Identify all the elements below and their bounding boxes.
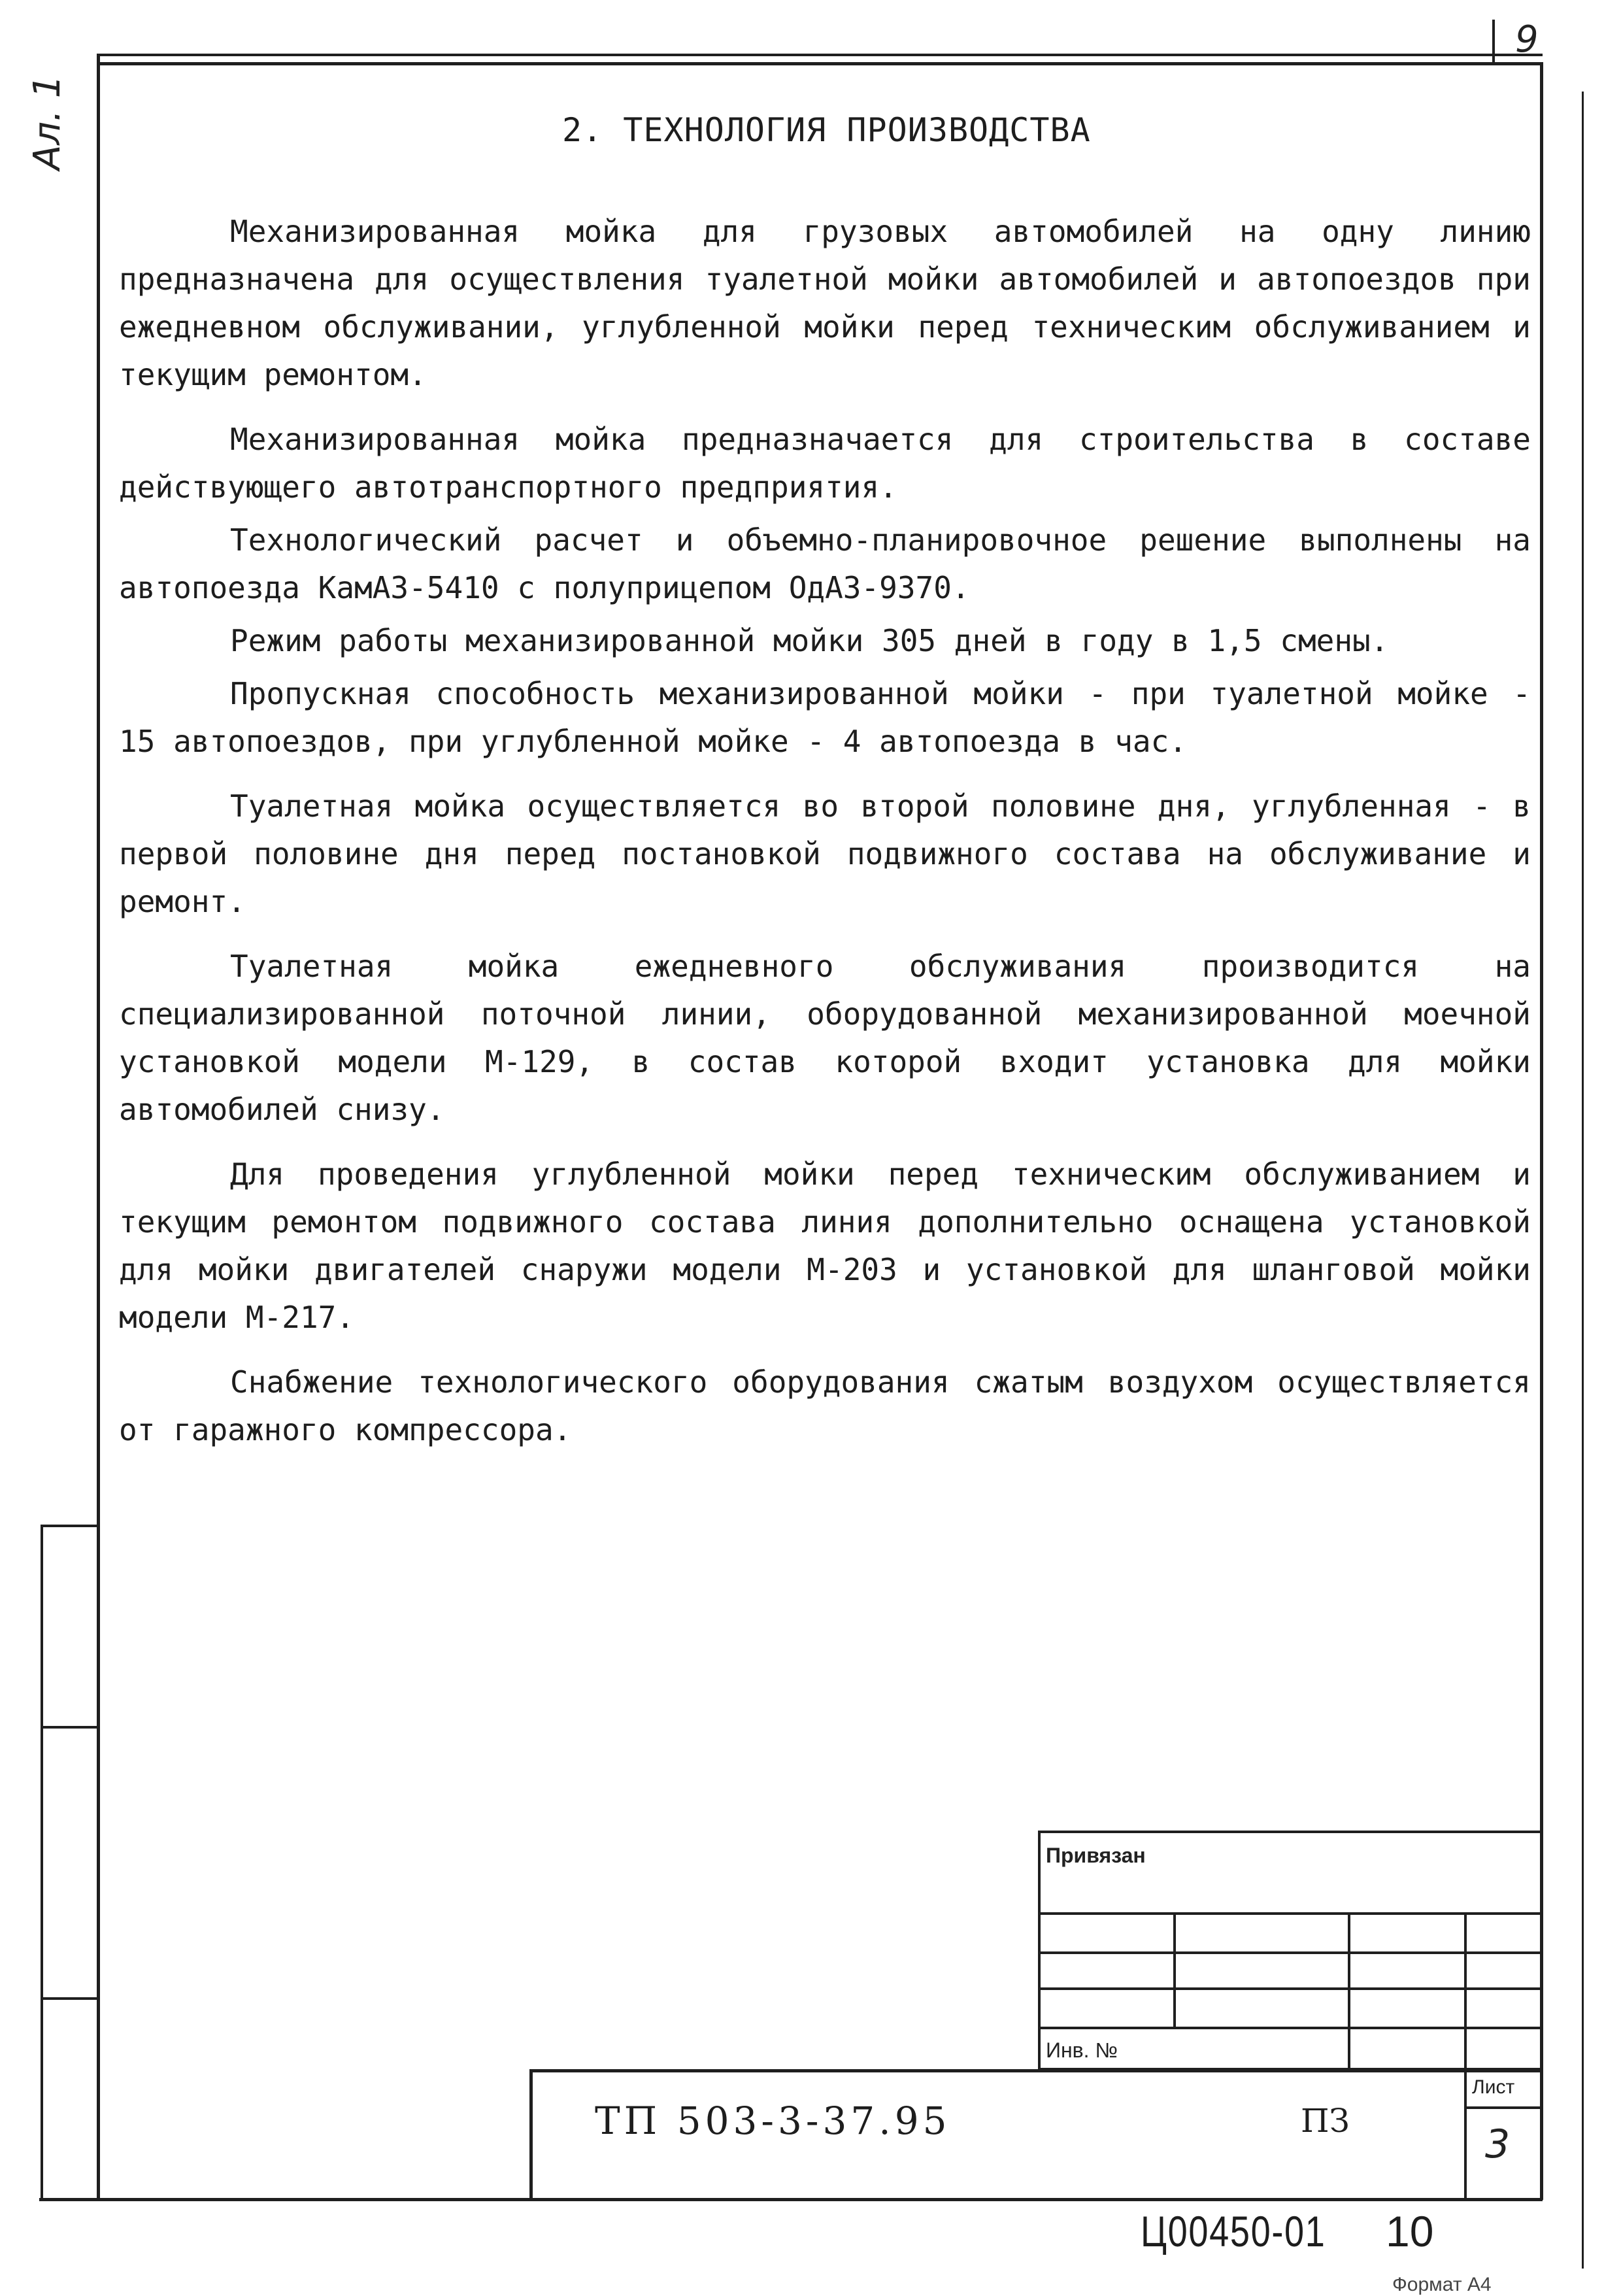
frame-bottom <box>39 2198 1543 2201</box>
paragraph: Туалетная мойка ежедневного обслуживания производится на специализированной поточной линии, оборудованной механизированной моечной установкой модели М-129, в состав которой входит установка для мойки автомобилей снизу. <box>119 949 1531 1127</box>
paragraph: Пропускная способность механизированной мойки - при туалетной мойке - 15 автопоездов, при углубленной мойке - 4 автопоезда в час. <box>119 676 1531 759</box>
format-label: Формат А4 <box>1392 2274 1492 2295</box>
section-heading: 2. ТЕХНОЛОГИЯ ПРОИЗВОДСТВА <box>562 111 1091 149</box>
body-text <box>119 208 1531 1471</box>
paragraph: Технологический расчет и объемно-планировочное решение выполнены на автопоезда КамАЗ-5410 с полуприцепом ОдАЗ-9370. <box>119 522 1531 605</box>
frame-right <box>1540 62 1543 2200</box>
paragraph: Механизированная мойка для грузовых автомобилей на одну линию предназначена для осуществления туалетной мойки автомобилей и автопоездов при ежедневном обслуживании, углубленной мойки перед техническим обслуживанием и текущим ремонтом. <box>119 214 1531 392</box>
margin-note: Ал. 1 <box>26 75 69 170</box>
inner-frame-top <box>98 62 1543 65</box>
page-right-edge <box>1582 92 1584 2269</box>
paragraph: Туалетная мойка осуществляется во второй половине дня, углубленная - в первой половине дня перед постановкой подвижного состава на обслуживание и ремонт. <box>119 788 1531 919</box>
page-number: 9 <box>1515 18 1539 61</box>
paragraph: Механизированная мойка предназначается для строительства в составе действующего автотранспортного предприятия. <box>119 422 1531 505</box>
paragraph: Снабжение технологического оборудования сжатым воздухом осуществляется от гаражного компрессора. <box>119 1364 1531 1447</box>
document-section: ПЗ <box>1301 2102 1350 2140</box>
page-number-box-left <box>1492 20 1495 64</box>
outer-top-edge <box>98 54 1543 56</box>
document-code: ТП 503-3-37.95 <box>595 2099 951 2143</box>
binding-strip-divider-1 <box>41 1525 99 1527</box>
binding-strip-divider-3 <box>41 1997 99 2000</box>
paragraph: Режим работы механизированной мойки 305 дней в году в 1,5 смены. <box>230 623 1389 658</box>
binding-strip-divider-2 <box>41 1726 99 1729</box>
frame-left <box>97 54 100 2200</box>
inv-no-label: Инв. № <box>1046 2038 1118 2062</box>
privyazan-label: Привязан <box>1046 1844 1146 1867</box>
archive-code: Ц00450-01 <box>1141 2207 1326 2255</box>
archive-sheet: 10 <box>1386 2207 1434 2255</box>
binding-strip-left <box>41 1525 43 2201</box>
paragraph: Для проведения углубленной мойки перед техническим обслуживанием и текущим ремонтом подвижного состава линия дополнительно оснащена установкой для мойки двигателей снаружи модели М-203 и установкой для шланговой мойки модели М-217. <box>119 1156 1531 1335</box>
sheet-number: 3 <box>1485 2121 1511 2167</box>
sheet-label: Лист <box>1472 2076 1515 2098</box>
